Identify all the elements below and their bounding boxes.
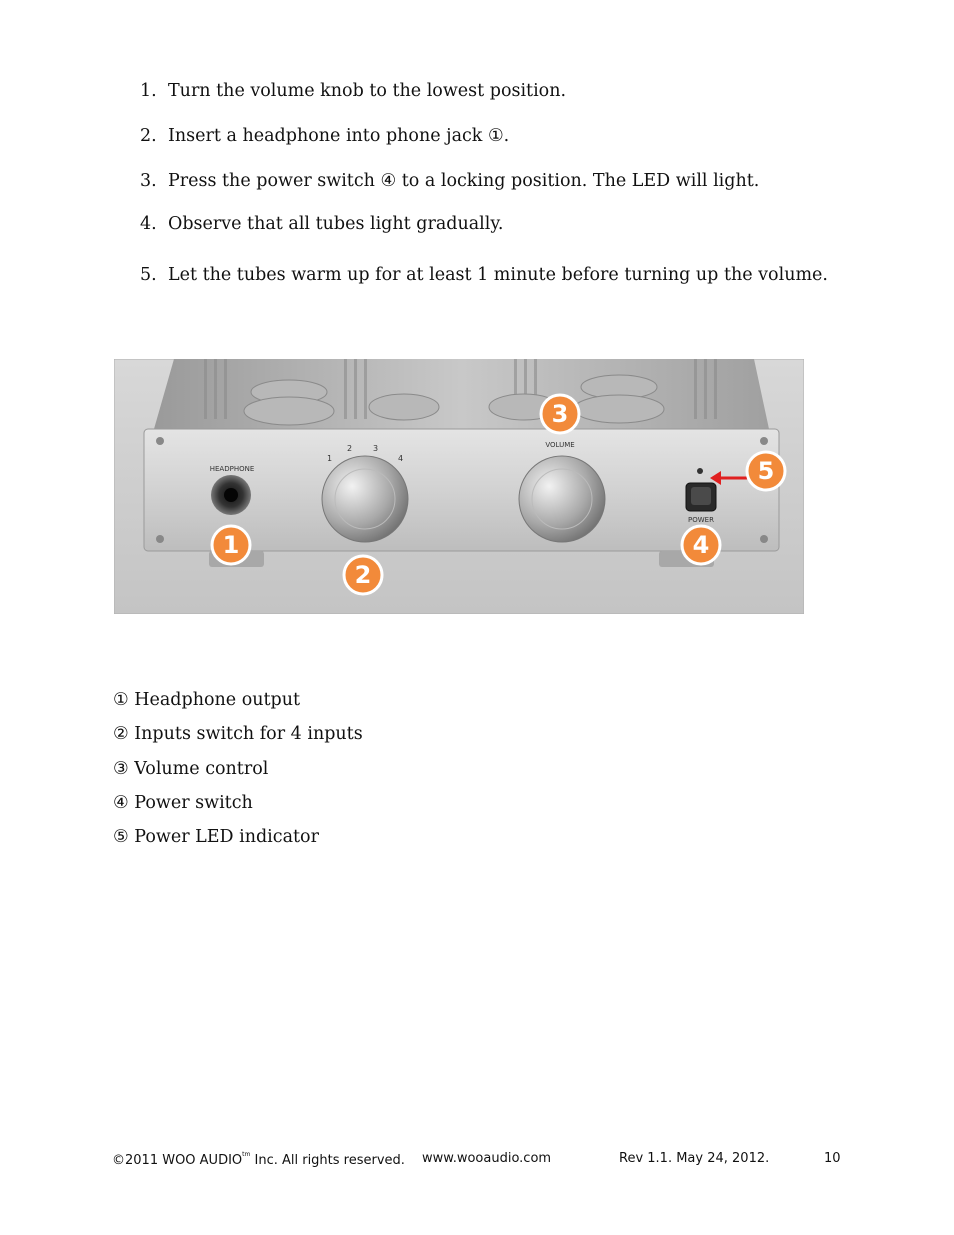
- page-number: 10: [824, 1151, 841, 1166]
- step-text: Turn the volume knob to the lowest position.: [168, 81, 567, 101]
- power-led: [697, 468, 703, 474]
- svg-text:2: 2: [354, 561, 372, 589]
- svg-text:1: 1: [222, 531, 240, 559]
- legend-item: ① Headphone output: [113, 690, 301, 710]
- step-number: 2.: [140, 126, 157, 146]
- input-number-4: 4: [398, 454, 404, 463]
- svg-text:3: 3: [551, 400, 569, 428]
- legend-item: ② Inputs switch for 4 inputs: [113, 724, 363, 744]
- callout-3: [541, 395, 579, 433]
- legend-item: ④ Power switch: [113, 793, 253, 813]
- step-number: 5.: [140, 265, 157, 285]
- step-number: 4.: [140, 214, 157, 234]
- step-2: [140, 125, 509, 147]
- input-number-2: 2: [347, 444, 353, 453]
- step-1: [140, 80, 566, 102]
- callout-2: [344, 556, 382, 594]
- step-text: Observe that all tubes light gradually.: [168, 214, 504, 234]
- power-label: POWER: [688, 516, 714, 524]
- step-number: 1.: [140, 81, 157, 101]
- headphone-label: HEADPHONE: [209, 465, 255, 473]
- step-number: 3.: [140, 171, 157, 191]
- amplifier-front-photo: [114, 359, 804, 614]
- volume-label: VOLUME: [545, 441, 575, 449]
- footer-copyright: ©2011 WOO $AUDIO^{tm}$ Inc. All rights reserved.: [112, 1151, 405, 1168]
- step-text: Press the power switch ④ to a locking position. The LED will light.: [168, 171, 760, 191]
- step-5: [140, 264, 828, 286]
- footer-revision: Rev 1.1. May 24, 2012.: [619, 1151, 770, 1166]
- svg-text:5: 5: [757, 457, 775, 485]
- footer-website: www.wooaudio.com: [422, 1151, 552, 1166]
- input-number-1: 1: [327, 454, 333, 463]
- step-text: Let the tubes warm up for at least 1 minute before turning up the volume.: [168, 265, 828, 285]
- trademark-mark: tm: [242, 1151, 251, 1158]
- callout-1: [212, 526, 250, 564]
- step-4: [140, 213, 503, 235]
- legend-item: ⑤ Power LED indicator: [113, 827, 319, 847]
- step-3: [140, 170, 759, 192]
- step-text: Insert a headphone into phone jack ①.: [168, 126, 510, 146]
- legend-item: ③ Volume control: [113, 759, 269, 779]
- input-number-3: 3: [373, 444, 379, 453]
- svg-text:4: 4: [692, 531, 710, 559]
- callout-4: [682, 526, 720, 564]
- callout-5: [747, 452, 785, 490]
